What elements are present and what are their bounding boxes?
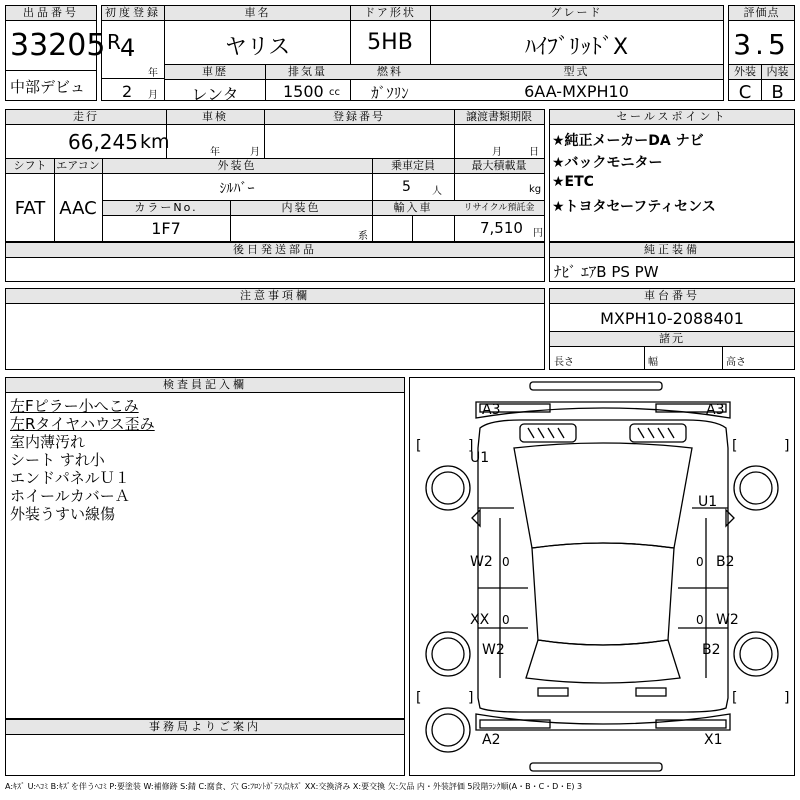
length-label: 長さ (554, 357, 574, 368)
notes-label: 注意事項欄 (6, 289, 544, 304)
mark-xx-left-rear: XX (470, 612, 490, 628)
grade-label: グレード (550, 6, 603, 19)
displacement-unit: cc (329, 87, 340, 98)
legend-text: A:ｷｽﾞ U:ﾍｺﾐ B:ｷｽﾞを伴うﾍｺﾐ P:要塗装 W:補修跡 S:錆 C:腐食、穴 G:ﾌﾛﾝﾄｶﾞﾗｽ点ｷｽﾞ XX:交換済み X:要交換 欠:欠品 内・外装評価 5段階ﾗﾝｸ順(A・B・C・D・E) 3 (5, 782, 583, 791)
inspector-line-7: 外装うすい線傷 (10, 505, 116, 523)
import-label: 輸入車 (393, 201, 433, 214)
sales-point-4: ★トヨタセーフティセンス (552, 199, 716, 215)
inspector-line-6: ホイールカバーＡ (10, 487, 130, 505)
grade: ﾊｲﾌﾞﾘｯﾄﾞX (524, 35, 629, 60)
car-outline-diagram (410, 378, 794, 775)
first-reg-label: 初度登録 (102, 6, 164, 21)
ext-color: ｼﾙﾊﾞｰ (219, 181, 255, 197)
aircon-label: エアコン (56, 159, 100, 172)
fuel: ｶﾞｿﾘﾝ (371, 84, 409, 102)
mileage-label: 走行 (73, 110, 99, 123)
zero-mark-4: 0 (696, 613, 704, 627)
dimensions-label: 諸元 (659, 332, 685, 345)
model-label: 型式 (563, 65, 590, 78)
reg-year: 4 (120, 34, 136, 62)
sales-points-label: セールスポイント (550, 110, 794, 125)
int-color-unit: 系 (358, 231, 368, 242)
office-box (5, 719, 405, 776)
transfer-day-unit: 日 (529, 147, 539, 158)
displacement: 1500 (283, 82, 324, 101)
mark-w2-left-door: W2 (470, 554, 493, 570)
capacity-unit: 人 (432, 186, 442, 197)
lot-number: 33205 (10, 28, 106, 63)
mark-a3-front-left: A3 (482, 402, 501, 418)
details-grid (5, 109, 545, 242)
color-no: 1F7 (151, 219, 181, 238)
mark-a2-rear-left: A2 (482, 732, 501, 748)
shift: FAT (14, 198, 46, 219)
equipment-box (549, 242, 795, 282)
door-type: 5HB (367, 30, 413, 55)
inspector-line-4: シート すれ小 (10, 451, 105, 469)
fuel-label: 燃料 (377, 65, 403, 78)
zero-mark-1: 0 (502, 555, 510, 569)
first-registration-box (101, 5, 165, 101)
mark-w2-left-quarter: W2 (482, 642, 505, 658)
inspector-line-3: 室内薄汚れ (10, 433, 86, 451)
mark-u1-right: U1 (698, 494, 718, 510)
year-unit: 年 (148, 68, 158, 79)
capacity: 5 (402, 179, 411, 195)
int-grade: B (771, 82, 784, 103)
displacement-label: 排気量 (288, 65, 327, 78)
damage-diagram (409, 377, 795, 776)
sales-point-1: ★純正メーカーDA ナビ (552, 133, 704, 149)
lot-box (5, 5, 106, 101)
sales-point-2: ★バックモニター (552, 155, 663, 171)
notes-box (5, 288, 545, 370)
aircon: AAC (59, 198, 97, 219)
car-name: ヤリス (224, 35, 291, 60)
mark-u1-left: U1 (470, 450, 490, 466)
mileage: 66,245 (68, 130, 138, 154)
recycle-unit: 円 (533, 228, 543, 239)
svg-text:[: [ (732, 438, 738, 454)
chassis-number: MXPH10-2088401 (600, 309, 744, 328)
inspector-label: 検査員記入欄 (6, 378, 404, 393)
chassis-box (549, 288, 795, 370)
model-code: 6AA-MXPH10 (524, 82, 629, 101)
width-label: 幅 (648, 357, 658, 368)
car-spec-box (164, 5, 724, 104)
score-box (728, 5, 795, 101)
svg-text:]: ] (468, 690, 474, 706)
later-parts-box (5, 242, 545, 282)
equipment-label: 純正装備 (550, 243, 794, 258)
month-unit: 月 (148, 90, 158, 101)
svg-text:[: [ (732, 690, 738, 706)
zero-mark-2: 0 (696, 555, 704, 569)
height-label: 高さ (726, 357, 746, 368)
mark-b2-right-door: B2 (716, 554, 735, 570)
recycle-amount: 7,510 (480, 219, 523, 237)
reg-month: 2 (122, 82, 133, 101)
max-load-label: 最大積載量 (471, 159, 527, 172)
transfer-label: 譲渡書類期限 (466, 110, 532, 123)
era: R (107, 30, 121, 54)
office-label: 事務局よりご案内 (6, 720, 404, 735)
mileage-unit: km (140, 131, 170, 153)
ext-grade: C (738, 82, 752, 103)
history: レンタ (191, 85, 239, 104)
inspector-line-5: エンドパネルＵ１ (10, 469, 130, 487)
zero-mark-3: 0 (502, 613, 510, 627)
mark-b2-right-quarter: B2 (702, 642, 721, 658)
inspector-line-1: 左Fピラー小へこみ (10, 397, 139, 415)
svg-text:]: ] (784, 438, 790, 454)
damage-marks (470, 402, 739, 748)
sales-points-box (549, 109, 795, 242)
ext-color-label: 外装色 (217, 159, 257, 172)
svg-text:]: ] (468, 438, 474, 454)
lot-label: 出品番号 (6, 6, 96, 21)
shift-label: シフト (13, 159, 47, 172)
svg-text:[: [ (416, 690, 422, 706)
int-label: 内装 (766, 65, 789, 78)
int-color-label: 内装色 (281, 201, 321, 214)
door-label: ドア形状 (364, 6, 416, 19)
equipment-value: ﾅﾋﾞ ｴｱB PS PW (554, 263, 659, 281)
score-label: 評価点 (729, 6, 794, 21)
history-label: 車歴 (202, 65, 228, 78)
inspection-year-unit: 年 (210, 147, 220, 158)
reg-no-label: 登録番号 (333, 110, 385, 123)
section-label: 中部デビュ (10, 78, 86, 96)
sales-point-3: ★ETC (552, 174, 594, 190)
inspection-label: 車検 (202, 110, 228, 123)
car-name-label: 車名 (244, 6, 271, 19)
ext-label: 外装 (734, 65, 756, 78)
max-load-unit: kg (529, 184, 542, 195)
chassis-label: 車台番号 (550, 289, 794, 304)
inspector-box (5, 377, 405, 719)
recycle-label: リサイクル預託金 (463, 203, 535, 213)
svg-text:]: ] (784, 690, 790, 706)
inspector-line-2: 左Rタイヤハウス歪み (10, 415, 155, 433)
mark-a3-front-right: A3 (706, 402, 725, 418)
color-no-label: カラーNo. (134, 201, 198, 214)
mark-w2-right-rear: W2 (716, 612, 739, 628)
svg-text:[: [ (416, 438, 422, 454)
transfer-month-unit: 月 (492, 147, 502, 158)
score-value: 3.5 (733, 28, 790, 61)
capacity-label: 乗車定員 (391, 159, 435, 172)
inspection-month-unit: 月 (250, 147, 260, 158)
mark-x1-rear-right: X1 (704, 732, 723, 748)
later-parts-label: 後日発送部品 (6, 243, 544, 258)
